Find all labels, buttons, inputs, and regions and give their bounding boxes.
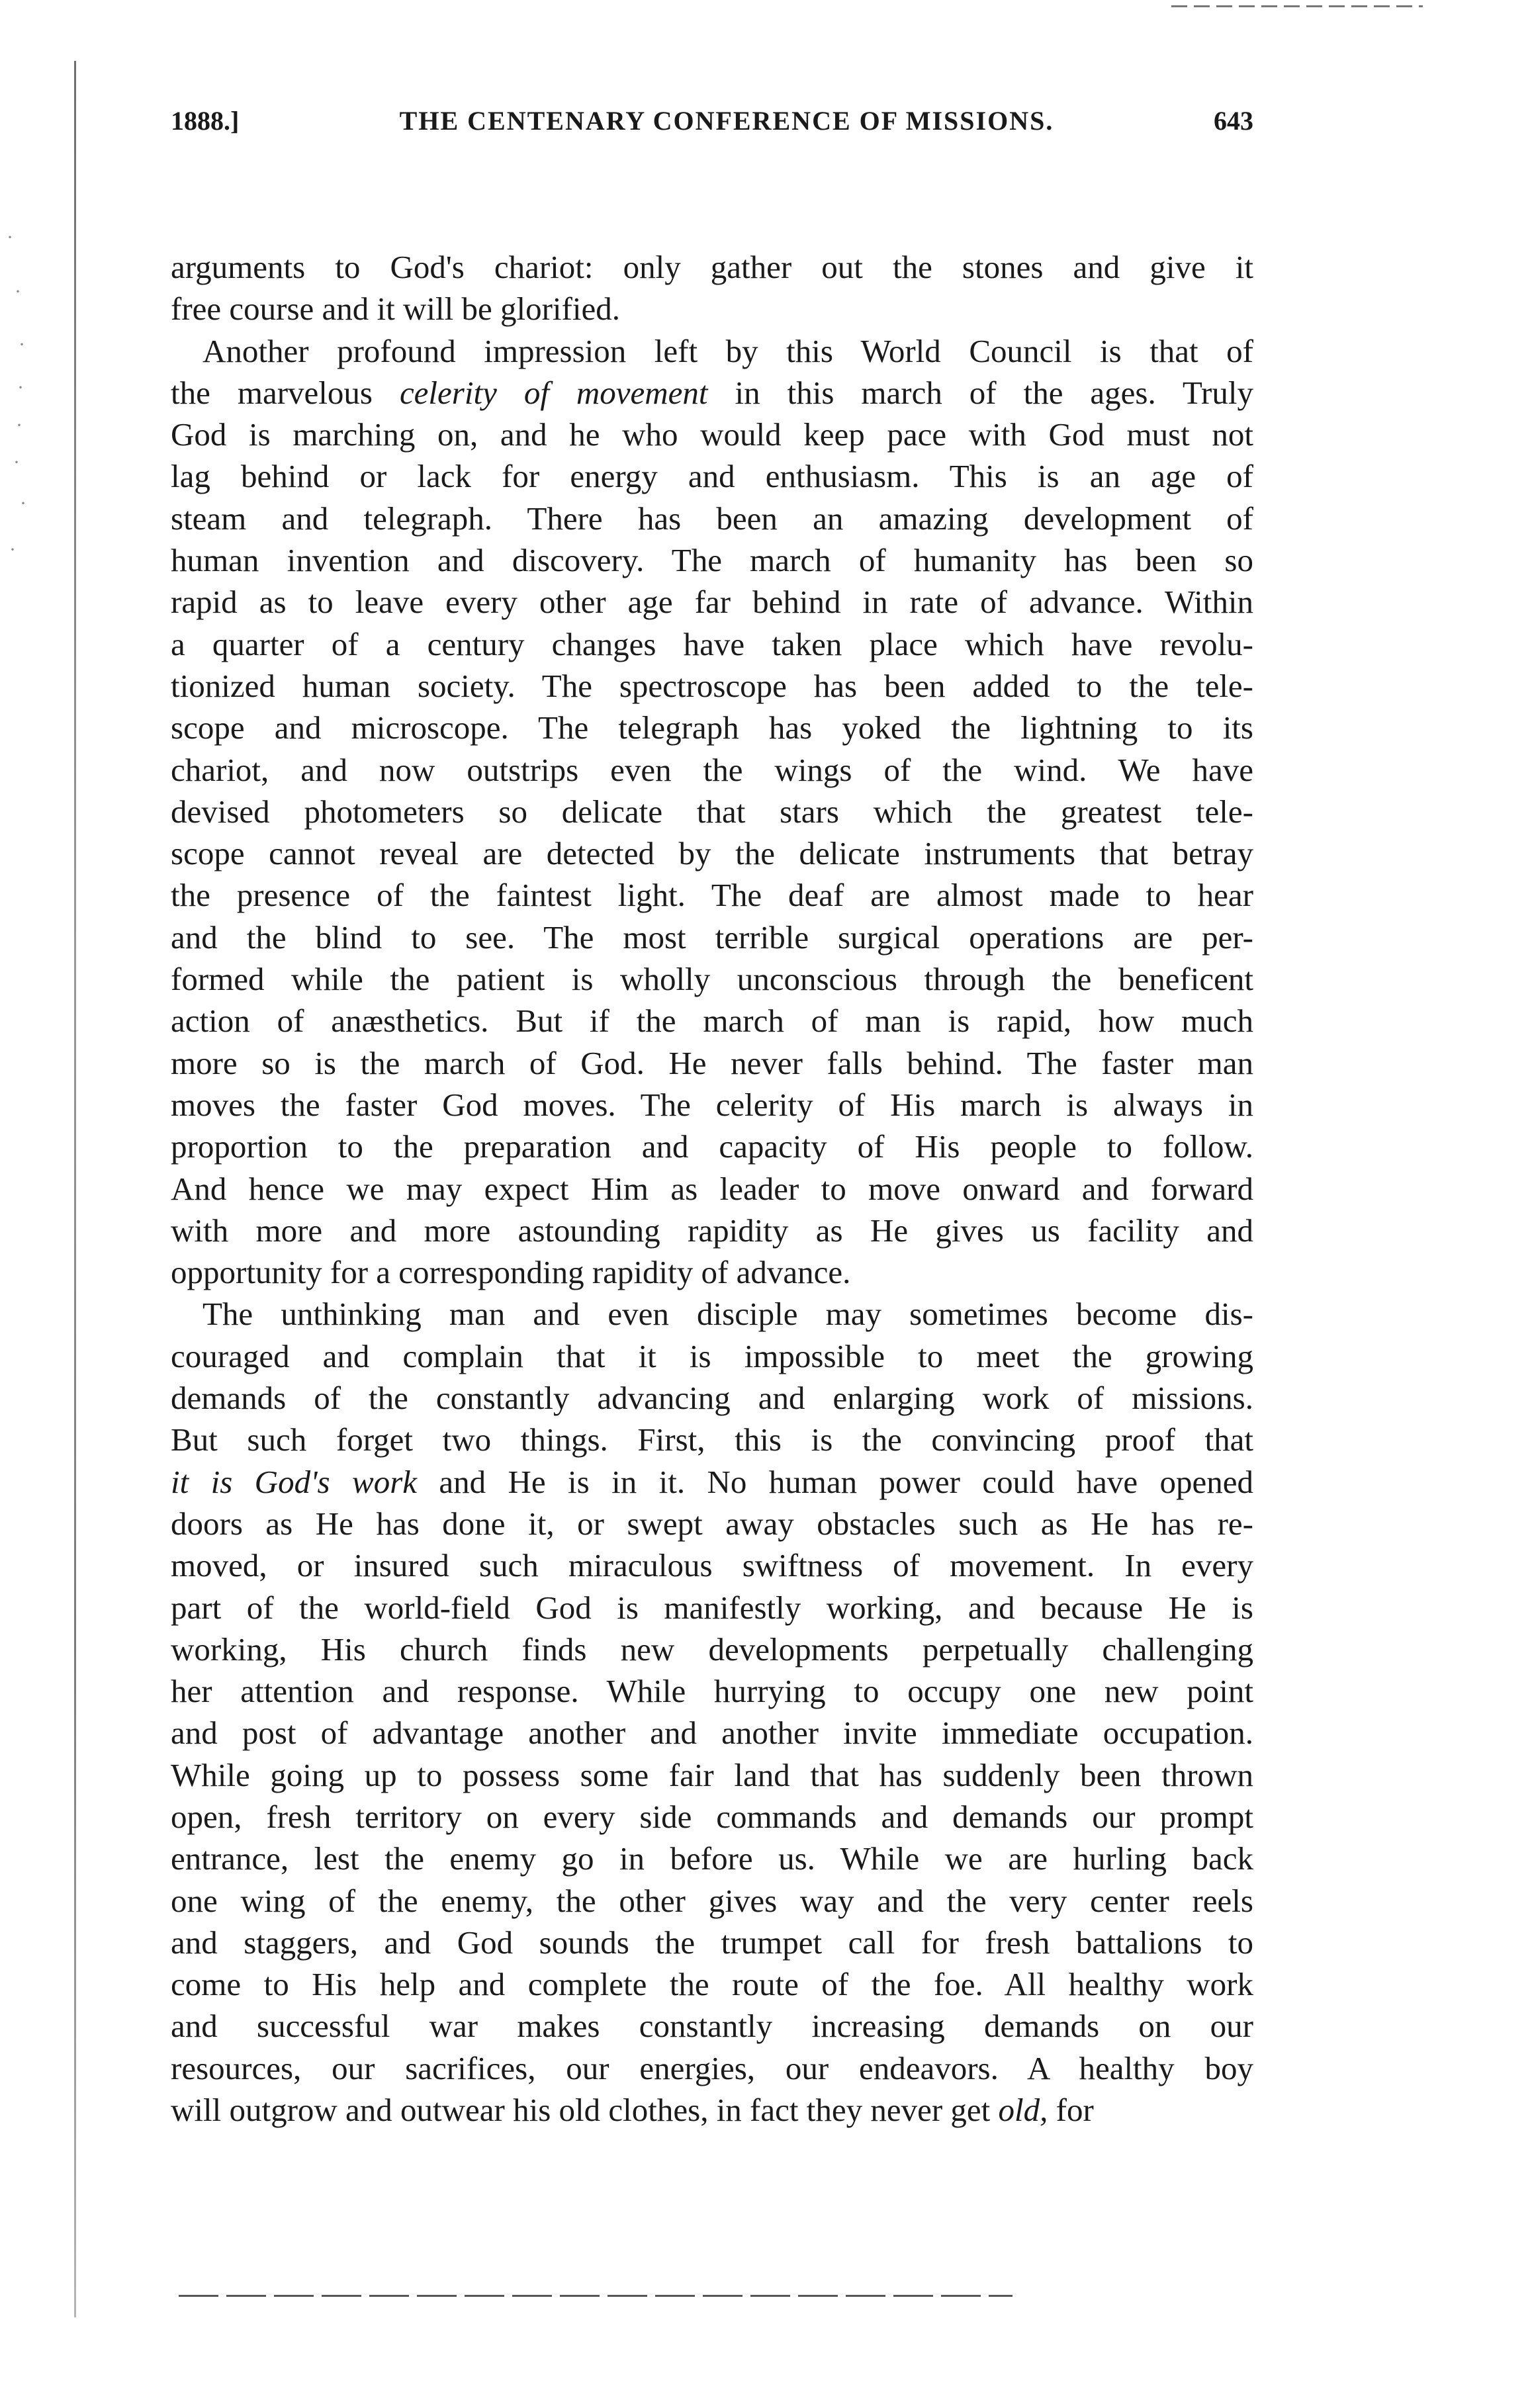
text-line: action of anæsthetics. But if the march of man is rapid, how much	[171, 1003, 1253, 1040]
running-header	[171, 98, 1253, 144]
text-line: come to His help and complete the route of the foe. All healthy work	[171, 1966, 1253, 2003]
text-line: open, fresh territory on every side commands and demands our prompt	[171, 1798, 1253, 1835]
paragraph	[171, 1293, 1253, 2131]
text-line: scope and microscope. The telegraph has yoked the lightning to its	[171, 709, 1253, 746]
body-text	[171, 246, 1253, 2131]
text-line: working, His church finds new developments perpetually challenging	[171, 1630, 1253, 1668]
text-line: couraged and complain that it is impossible to meet the growing	[171, 1337, 1253, 1374]
text-line: chariot, and now outstrips even the wings of the wind. We have	[171, 751, 1253, 788]
header-year: 1888.]	[171, 106, 240, 136]
text-line: steam and telegraph. There has been an amazing development of	[171, 500, 1253, 537]
text-line: arguments to God's chariot: only gather out the stones and give it	[171, 249, 1253, 285]
text-line: the marvelous celerity of movement in this march of the ages. Truly	[171, 374, 1253, 411]
text-line: doors as He has done it, or swept away obstacles such as He has re-	[171, 1505, 1253, 1542]
text-line: a quarter of a century changes have taken place which have revolu-	[171, 625, 1253, 662]
text-line: But such forget two things. First, this is the convincing proof that	[171, 1421, 1253, 1458]
text-line: Another profound impression left by this World Council is that of	[202, 332, 1253, 369]
text-line: and successful war makes constantly increasing demands on our	[171, 2008, 1253, 2045]
text-line: and post of advantage another and another invite immediate occupation.	[171, 1715, 1253, 1752]
top-edge-rule	[1171, 5, 1423, 7]
text-line: formed while the patient is wholly unconscious through the beneficent	[171, 961, 1253, 998]
text-line: God is marching on, and he who would keep pace with God must not	[171, 416, 1253, 453]
text-line: moves the faster God moves. The celerity of His march is always in	[171, 1086, 1253, 1123]
text-line: devised photometers so delicate that stars which the greatest tele-	[171, 793, 1253, 830]
text-line: The unthinking man and even disciple may sometimes become dis-	[202, 1296, 1253, 1333]
text-line: her attention and response. While hurrying to occupy one new point	[171, 1673, 1253, 1710]
text-line: And hence we may expect Him as leader to move onward and forward	[171, 1170, 1253, 1207]
text-line: proportion to the preparation and capacity of His people to follow.	[171, 1128, 1253, 1165]
text-line: demands of the constantly advancing and enlarging work of missions.	[171, 1380, 1253, 1417]
text-line: rapid as to leave every other age far behind in rate of advance. Within	[171, 584, 1253, 621]
paragraph	[171, 330, 1253, 1294]
text-line: While going up to possess some fair land that has suddenly been thrown	[171, 1756, 1253, 1793]
text-line: the presence of the faintest light. The deaf are almost made to hear	[171, 877, 1253, 914]
text-line: human invention and discovery. The march of humanity has been so	[171, 542, 1253, 579]
text-line: will outgrow and outwear his old clothes, in fact they never get old, for	[171, 2092, 1094, 2129]
text-line: entrance, lest the enemy go in before us. While we are hurling back	[171, 1840, 1253, 1877]
binding-edge-line	[74, 61, 76, 2317]
page-number: 643	[1214, 106, 1253, 136]
text-line: one wing of the enemy, the other gives way and the very center reels	[171, 1882, 1253, 1919]
text-line: more so is the march of God. He never falls behind. The faster man	[171, 1044, 1253, 1081]
text-line: moved, or insured such miraculous swiftness of movement. In every	[171, 1547, 1253, 1584]
text-line: scope cannot reveal are detected by the delicate instruments that betray	[171, 835, 1253, 872]
text-line: and the blind to see. The most terrible surgical operations are per-	[171, 918, 1253, 956]
text-line: resources, our sacrifices, our energies, our endeavors. A healthy boy	[171, 2049, 1253, 2086]
text-line: opportunity for a corresponding rapidity of advance.	[171, 1254, 851, 1291]
header-title: THE CENTENARY CONFERENCE OF MISSIONS.	[399, 106, 1054, 136]
text-line: with more and more astounding rapidity as He gives us facility and	[171, 1212, 1253, 1249]
text-line: lag behind or lack for energy and enthusiasm. This is an age of	[171, 458, 1253, 495]
text-line: and staggers, and God sounds the trumpet call for fresh battalions to	[171, 1924, 1253, 1961]
paragraph	[171, 246, 1253, 330]
bottom-edge-rule	[179, 2295, 1012, 2297]
text-line: free course and it will be glorified.	[171, 290, 620, 328]
text-line: it is God's work and He is in it. No human power could have opened	[171, 1463, 1253, 1500]
text-line: tionized human society. The spectroscope has been added to the tele-	[171, 667, 1253, 704]
text-line: part of the world-field God is manifestly working, and because He is	[171, 1589, 1253, 1626]
margin-specks: · · · · · · · ·	[7, 226, 26, 560]
